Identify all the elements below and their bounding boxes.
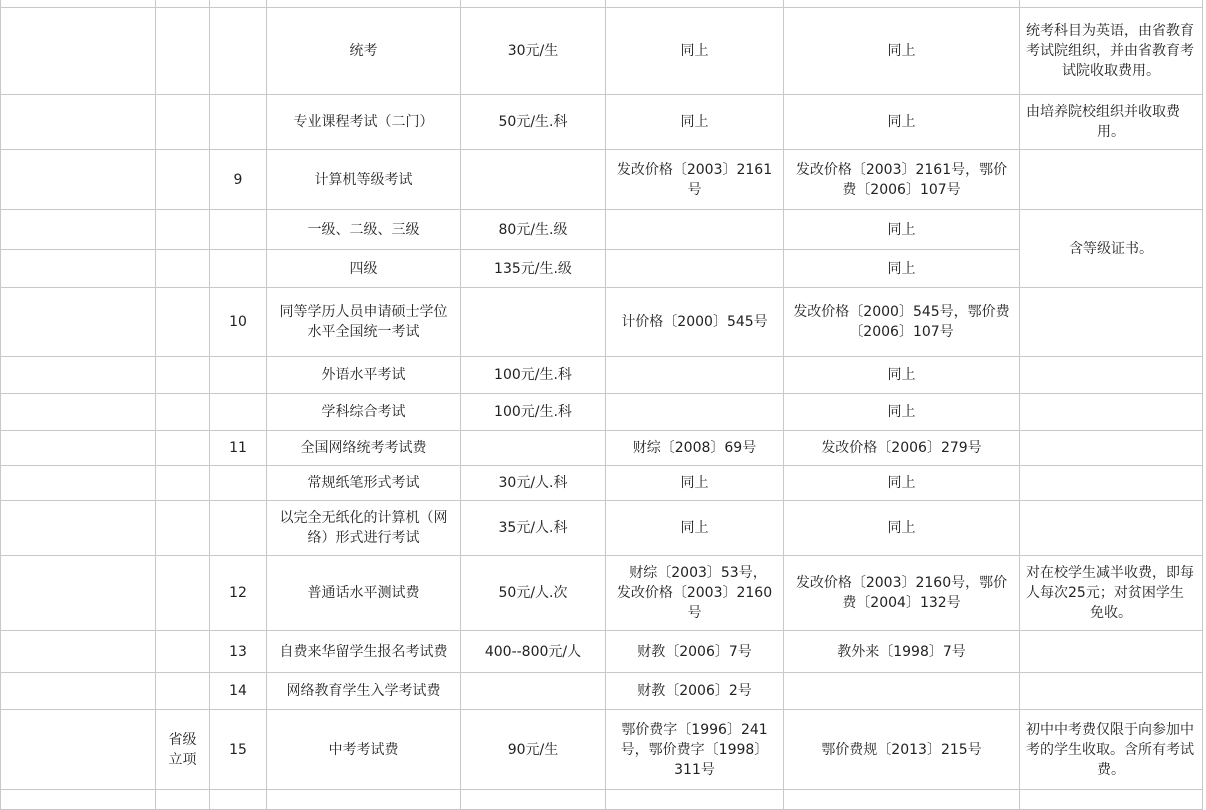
cell-note xyxy=(1020,673,1203,710)
cell-no: 13 xyxy=(210,631,267,673)
cell-c1 xyxy=(156,431,210,466)
table-row xyxy=(1,150,1203,210)
cell-basis2 xyxy=(784,0,1020,8)
cell-fee: 100元/生.科 xyxy=(461,357,606,394)
cell-c1 xyxy=(156,466,210,501)
cell-no xyxy=(210,357,267,394)
cell-note xyxy=(1020,0,1203,8)
table-row xyxy=(1,357,1203,394)
cell-c1 xyxy=(156,288,210,357)
table-row xyxy=(1,501,1203,556)
cell-note xyxy=(1020,150,1203,210)
cell-note: 含等级证书。 xyxy=(1020,210,1203,288)
table-row xyxy=(1,210,1203,250)
cell-c0 xyxy=(1,250,156,288)
cell-c1 xyxy=(156,150,210,210)
cell-basis1: 同上 xyxy=(606,501,784,556)
cell-basis2: 同上 xyxy=(784,357,1020,394)
table-row xyxy=(1,0,1203,8)
cell-c0 xyxy=(1,394,156,431)
cell-basis2: 同上 xyxy=(784,8,1020,95)
cell-item: 计算机等级考试 xyxy=(267,150,461,210)
table-row xyxy=(1,288,1203,357)
cell-no xyxy=(210,790,267,810)
cell-c0 xyxy=(1,673,156,710)
cell-fee: 80元/生.级 xyxy=(461,210,606,250)
cell-no xyxy=(210,466,267,501)
cell-no: 15 xyxy=(210,710,267,790)
cell-c1 xyxy=(156,556,210,631)
cell-item: 学科综合考试 xyxy=(267,394,461,431)
cell-c1 xyxy=(156,673,210,710)
cell-basis1 xyxy=(606,210,784,250)
cell-fee: 50元/生.科 xyxy=(461,95,606,150)
cell-note: 初中中考费仅限于向参加中考的学生收取。含所有考试费。 xyxy=(1020,710,1203,790)
cell-item: 以完全无纸化的计算机（网络）形式进行考试 xyxy=(267,501,461,556)
cell-no xyxy=(210,95,267,150)
cell-basis2 xyxy=(784,790,1020,810)
cell-basis2: 发改价格〔2006〕279号 xyxy=(784,431,1020,466)
cell-c1 xyxy=(156,0,210,8)
cell-basis2: 同上 xyxy=(784,466,1020,501)
cell-note xyxy=(1020,501,1203,556)
table-row xyxy=(1,394,1203,431)
table-row xyxy=(1,95,1203,150)
cell-note xyxy=(1020,394,1203,431)
cell-item: 中考考试费 xyxy=(267,710,461,790)
cell-c0 xyxy=(1,431,156,466)
cell-fee: 135元/生.级 xyxy=(461,250,606,288)
cell-basis2: 鄂价费规〔2013〕215号 xyxy=(784,710,1020,790)
cell-item: 外语水平考试 xyxy=(267,357,461,394)
table-row xyxy=(1,631,1203,673)
cell-note xyxy=(1020,288,1203,357)
cell-fee: 30元/人.科 xyxy=(461,466,606,501)
cell-c1 xyxy=(156,95,210,150)
cell-item xyxy=(267,790,461,810)
cell-fee xyxy=(461,673,606,710)
cell-item: 自费来华留学生报名考试费 xyxy=(267,631,461,673)
cell-note: 由培养院校组织并收取费用。 xyxy=(1020,95,1203,150)
cell-no xyxy=(210,8,267,95)
cell-item: 普通话水平测试费 xyxy=(267,556,461,631)
cell-item: 四级 xyxy=(267,250,461,288)
cell-c0 xyxy=(1,790,156,810)
cell-c1 xyxy=(156,394,210,431)
cell-item: 专业课程考试（二门） xyxy=(267,95,461,150)
cell-c0 xyxy=(1,150,156,210)
cell-basis1 xyxy=(606,0,784,8)
cell-note xyxy=(1020,431,1203,466)
cell-item: 常规纸笔形式考试 xyxy=(267,466,461,501)
cell-basis1: 鄂价费字〔1996〕241号，鄂价费字〔1998〕311号 xyxy=(606,710,784,790)
cell-note xyxy=(1020,631,1203,673)
cell-c1 xyxy=(156,210,210,250)
cell-fee: 35元/人.科 xyxy=(461,501,606,556)
cell-no xyxy=(210,210,267,250)
cell-basis1 xyxy=(606,357,784,394)
cell-basis2: 同上 xyxy=(784,394,1020,431)
cell-c0 xyxy=(1,556,156,631)
cell-fee: 100元/生.科 xyxy=(461,394,606,431)
cell-fee xyxy=(461,0,606,8)
cell-item: 网络教育学生入学考试费 xyxy=(267,673,461,710)
cell-basis2: 同上 xyxy=(784,95,1020,150)
cell-basis1: 财教〔2006〕2号 xyxy=(606,673,784,710)
cell-c1 xyxy=(156,250,210,288)
cell-basis2: 教外来〔1998〕7号 xyxy=(784,631,1020,673)
cell-c1 xyxy=(156,8,210,95)
cell-c0 xyxy=(1,631,156,673)
cell-no: 12 xyxy=(210,556,267,631)
cell-fee: 50元/人.次 xyxy=(461,556,606,631)
cell-c0 xyxy=(1,501,156,556)
cell-c0 xyxy=(1,0,156,8)
table-row xyxy=(1,8,1203,95)
cell-note: 统考科目为英语，由省教育考试院组织，并由省教育考试院收取费用。 xyxy=(1020,8,1203,95)
cell-fee: 400--800元/人 xyxy=(461,631,606,673)
cell-c1 xyxy=(156,357,210,394)
table-row xyxy=(1,431,1203,466)
cell-c0 xyxy=(1,288,156,357)
table-row xyxy=(1,710,1203,790)
cell-basis2: 发改价格〔2003〕2160号，鄂价费〔2004〕132号 xyxy=(784,556,1020,631)
cell-basis1: 财教〔2006〕7号 xyxy=(606,631,784,673)
cell-no xyxy=(210,250,267,288)
cell-item xyxy=(267,0,461,8)
table-row xyxy=(1,466,1203,501)
cell-item: 同等学历人员申请硕士学位水平全国统一考试 xyxy=(267,288,461,357)
cell-basis2: 同上 xyxy=(784,250,1020,288)
cell-basis2: 发改价格〔2003〕2161号，鄂价费〔2006〕107号 xyxy=(784,150,1020,210)
cell-c1 xyxy=(156,631,210,673)
cell-c0 xyxy=(1,466,156,501)
cell-no: 14 xyxy=(210,673,267,710)
table-row xyxy=(1,673,1203,710)
cell-no xyxy=(210,0,267,8)
cell-basis1: 同上 xyxy=(606,8,784,95)
cell-basis1 xyxy=(606,394,784,431)
cell-c0 xyxy=(1,357,156,394)
cell-basis1: 同上 xyxy=(606,95,784,150)
cell-note xyxy=(1020,466,1203,501)
cell-basis1: 发改价格〔2003〕2161号 xyxy=(606,150,784,210)
cell-no: 10 xyxy=(210,288,267,357)
cell-no: 11 xyxy=(210,431,267,466)
cell-basis2: 发改价格〔2000〕545号，鄂价费〔2006〕107号 xyxy=(784,288,1020,357)
cell-fee xyxy=(461,790,606,810)
cell-basis1: 财综〔2003〕53号， 发改价格〔2003〕2160号 xyxy=(606,556,784,631)
cell-basis1 xyxy=(606,250,784,288)
cell-no: 9 xyxy=(210,150,267,210)
cell-item: 统考 xyxy=(267,8,461,95)
cell-c0 xyxy=(1,95,156,150)
cell-basis1: 财综〔2008〕69号 xyxy=(606,431,784,466)
cell-c0 xyxy=(1,210,156,250)
cell-c0 xyxy=(1,710,156,790)
cell-basis2: 同上 xyxy=(784,210,1020,250)
cell-no xyxy=(210,501,267,556)
cell-c1 xyxy=(156,790,210,810)
cell-basis1: 计价格〔2000〕545号 xyxy=(606,288,784,357)
table-row xyxy=(1,556,1203,631)
cell-c1 xyxy=(156,501,210,556)
cell-note: 对在校学生减半收费，即每人每次25元；对贫困学生免收。 xyxy=(1020,556,1203,631)
cell-basis1 xyxy=(606,790,784,810)
cell-item: 一级、二级、三级 xyxy=(267,210,461,250)
cell-fee xyxy=(461,150,606,210)
cell-basis2 xyxy=(784,673,1020,710)
cell-fee xyxy=(461,431,606,466)
cell-basis1: 同上 xyxy=(606,466,784,501)
cell-basis2: 同上 xyxy=(784,501,1020,556)
cell-c1: 省级立项 xyxy=(156,710,210,790)
cell-fee xyxy=(461,288,606,357)
cell-c0 xyxy=(1,8,156,95)
cell-note xyxy=(1020,357,1203,394)
cell-note xyxy=(1020,790,1203,810)
cell-fee: 30元/生 xyxy=(461,8,606,95)
table-row xyxy=(1,790,1203,810)
cell-item: 全国网络统考考试费 xyxy=(267,431,461,466)
cell-no xyxy=(210,394,267,431)
cell-fee: 90元/生 xyxy=(461,710,606,790)
